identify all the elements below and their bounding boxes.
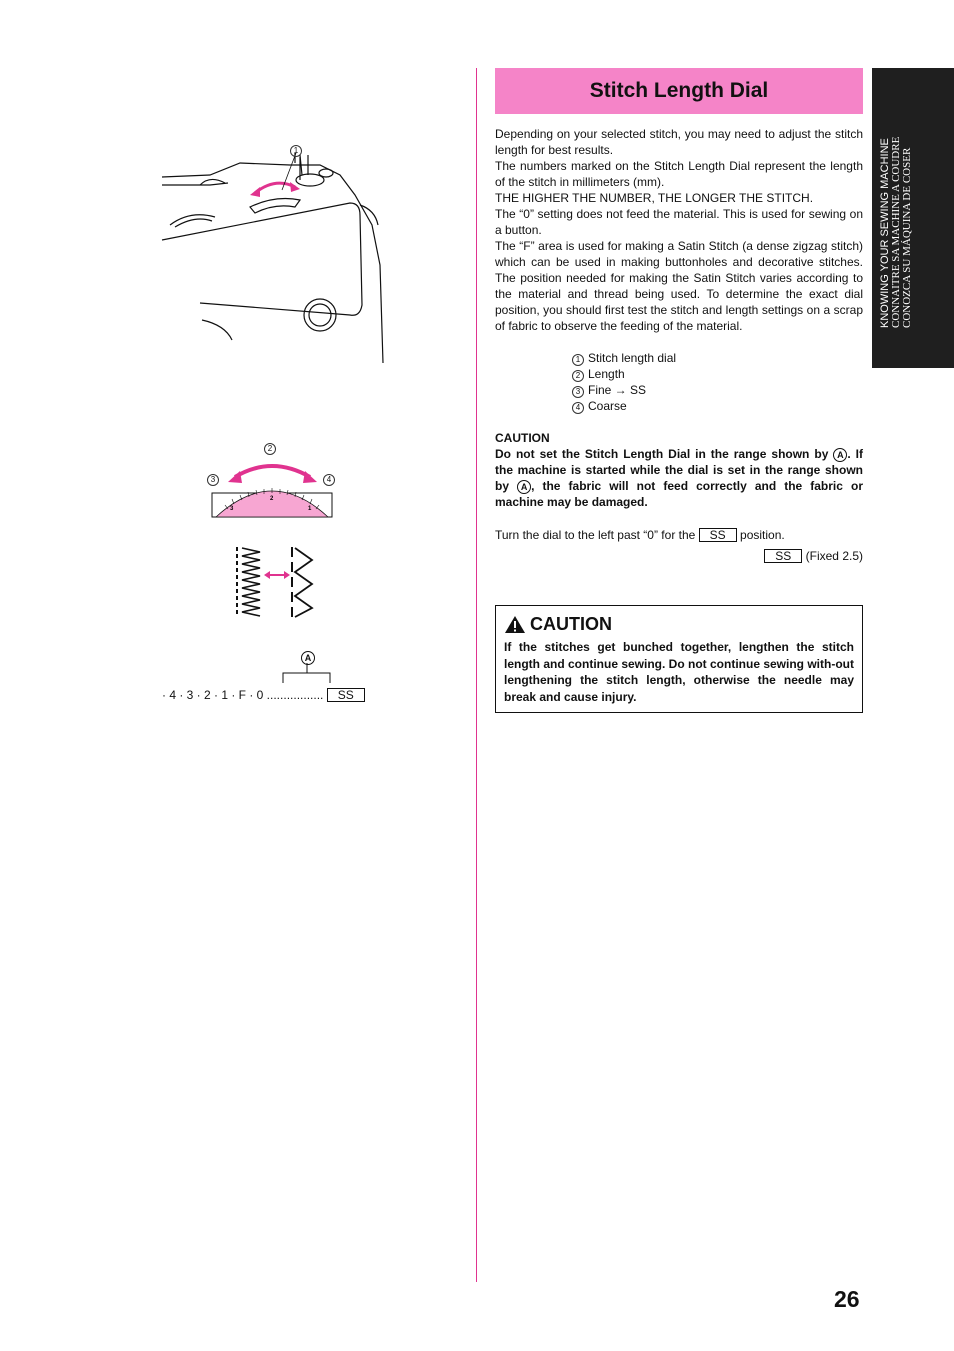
callout-number: 3 [207,474,219,486]
turn-instruction [495,527,785,543]
stitch-comparison-illustration [230,545,320,620]
legend-text: Coarse [588,399,627,413]
dial-detail-illustration [210,455,335,520]
caution-text-part: Do not set the Stitch Length Dial in the range shown by [495,447,829,461]
side-tab-line-english: KNOWING YOUR SEWING MACHINE [879,138,891,328]
caution-text-part: . If the machine is started while the dial is set in the range shown by [495,447,863,493]
figure-legend [572,350,676,414]
paragraph: The numbers marked on the Stitch Length Dial represent the length of the stitch in millimeters (mm). [495,159,863,189]
legend-item [572,350,676,366]
callout-number: 2 [264,443,276,455]
legend-text: Fine → SS [588,383,647,397]
legend-text: Stitch length dial [588,351,677,365]
caution-box [495,605,863,713]
range-bracket [280,663,334,685]
side-tab-text [880,78,913,328]
caution-note-heading: CAUTION [495,431,550,445]
callout-2 [264,438,280,456]
dial-scale [162,688,365,702]
caution-box-heading [504,614,854,635]
caution-note-body [495,446,863,510]
marker-a: A [517,480,531,494]
dial-label: 3 [230,506,234,512]
caution-box-message: If the stitches get bunched together, lengthen the stitch length and continue sewing. Do not continue sewing with-out lengthening the stitch length, otherwise the needle may break and cause injury. [504,640,854,704]
callout-number: 1 [572,354,584,366]
callout-number: 2 [572,370,584,382]
fixed-text: (Fixed 2.5) [805,549,863,563]
callout-number: 4 [572,402,584,414]
paragraph: The “F” area is used for making a Satin Stitch (a dense zigzag stitch) which can be used in making buttonholes and decorative stitches. The position needed for making the Satin Stitch varies according to the material and thread being used. To determine the exact dial position, you should first test the stitch and length settings on a scrap of fabric to observe the feeding of the material. [495,239,863,333]
caution-text-part: , the fabric will not feed correctly and the fabric or machine may be damaged. [495,479,863,509]
callout-1 [290,140,306,158]
caution-box-title: CAUTION [530,614,612,634]
paragraph: THE HIGHER THE NUMBER, THE LONGER THE STITCH. [495,191,814,205]
callout-number: 1 [290,145,302,157]
title-bar [495,68,863,114]
turn-text: position. [740,528,785,542]
legend-item [572,398,676,414]
caution-note [495,430,863,510]
ss-box: SS [699,528,737,542]
marker-a: A [833,448,847,462]
machine-dial-illustration [150,135,400,370]
side-tab-line-spanish: CONOZCA SU MÁQUINA DE COSER [901,147,913,328]
marker-a: A [301,651,315,665]
dial-label: 1 [308,506,312,512]
ss-box: SS [764,549,802,563]
page-number: 26 [834,1286,860,1312]
scale-text: · 4 · 3 · 2 · 1 · F · 0 ................. [162,688,324,702]
side-tab-line-french: CONNAITRE SA MACHINE A COUDRE [890,136,902,328]
callout-number: 3 [572,386,584,398]
page-title: Stitch Length Dial [589,79,769,102]
column-divider [476,68,477,1282]
callout-number: 4 [323,474,335,486]
fixed-setting [764,548,863,564]
legend-item [572,366,676,382]
legend-item [572,382,676,398]
paragraph: Depending on your selected stitch, you may need to adjust the stitch length for best results. [495,127,863,157]
body-text [495,126,863,334]
legend-text: Length [588,367,625,381]
turn-text: Turn the dial to the left past “0” for the [495,528,696,542]
paragraph: The “0” setting does not feed the material. This is used for sewing on a button. [495,207,863,237]
dial-label: 2 [270,496,274,502]
ss-box: SS [327,688,365,702]
warning-triangle-icon [504,615,526,634]
